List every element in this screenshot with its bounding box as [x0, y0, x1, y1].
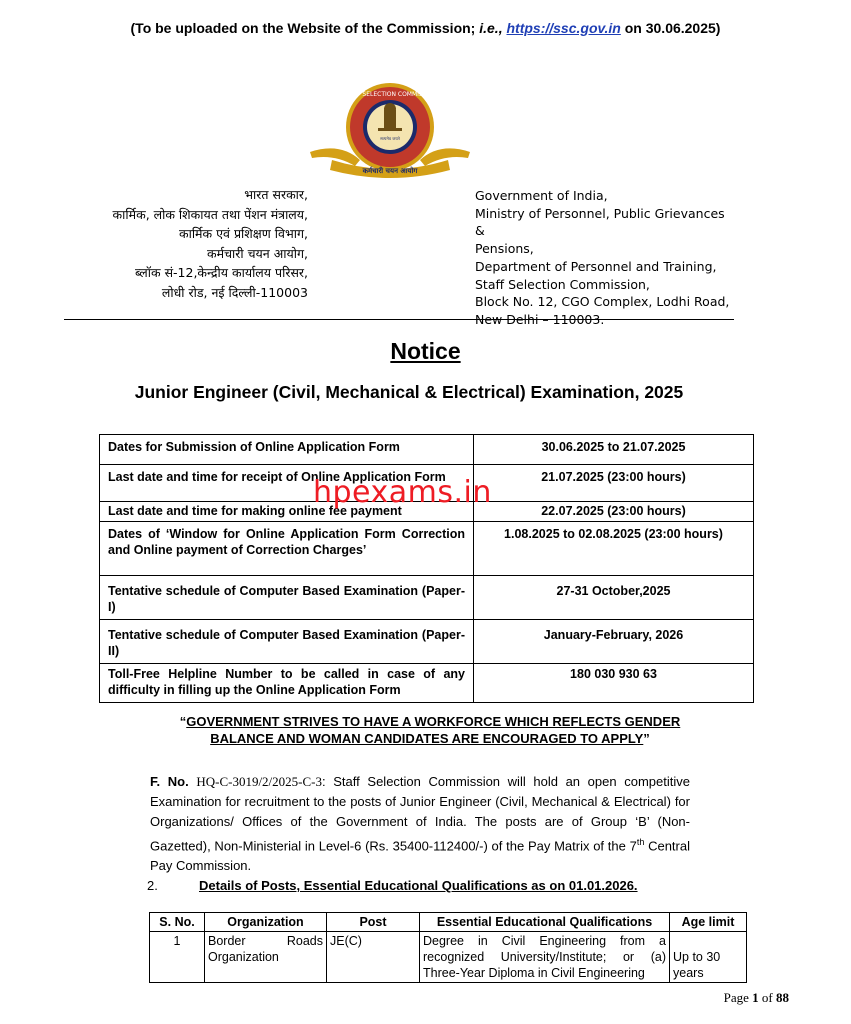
address-english-line: Block No. 12, CGO Complex, Lodhi Road, [475, 294, 730, 310]
address-english-line: New Delhi – 110003. [475, 311, 605, 327]
logo-banner-text: कर्मचारी चयन आयोग [362, 167, 418, 175]
cell-sno: 1 [150, 932, 205, 983]
address-hindi-line: भारत सरकार, [244, 187, 308, 202]
column-header: Organization [205, 913, 327, 932]
schedule-value: 22.07.2025 (23:00 hours) [474, 502, 754, 522]
table-row [100, 664, 754, 703]
page-label: Page [723, 990, 749, 1005]
page-title: Notice [390, 338, 461, 364]
logo-motto: सत्यमेव जयते [380, 136, 400, 141]
logo-ring-text: STAFF SELECTION COMMISSION [342, 91, 438, 98]
exam-title: Junior Engineer (Civil, Mechanical & Electrical) Examination, 2025 [134, 382, 684, 402]
section-2-heading [147, 878, 638, 893]
file-number: HQ-C-3019/2/2025-C-3 [196, 774, 323, 789]
address-english-line: Pensions, [475, 241, 534, 257]
slogan-line-1: GOVERNMENT STRIVES TO HAVE A WORKFORCE WHICH REFLECTS GENDER [186, 714, 681, 729]
address-hindi-line: ब्लॉक सं-12,केन्द्रीय कार्यालय परिसर, [134, 265, 308, 280]
schedule-item: Dates of ‘Window for Online Application Form Correction and Online payment of Correction Charges’ [100, 522, 474, 576]
address-english-line: Ministry of Personnel, Public Grievances & [475, 205, 725, 239]
schedule-item: Toll-Free Helpline Number to be called in case of any difficulty in filling up the Online Application Form [100, 664, 474, 703]
section-number: 2. [147, 878, 158, 893]
ssc-logo [300, 82, 480, 182]
address-hindi-line: लोधी रोड, नई दिल्ली-110003 [161, 284, 308, 300]
schedule-item: Tentative schedule of Computer Based Examination (Paper-II) [100, 620, 474, 664]
page-total: 88 [776, 990, 789, 1005]
intro-sup: th [636, 837, 645, 847]
page-of: of [761, 990, 773, 1005]
upload-note [0, 20, 851, 36]
address-english-line: Department of Personnel and Training, [475, 258, 717, 274]
address-hindi-line: कर्मचारी चयन आयोग, [207, 245, 308, 261]
address-hindi-line: कार्मिक, लोक शिकायत तथा पेंशन मंत्रालय, [112, 206, 308, 222]
cell-qualification: Degree in Civil Engineering from a recognized University/Institute; or (a) Three-Year Diploma in Civil Engineering [420, 932, 670, 983]
column-header: Post [327, 913, 420, 932]
address-hindi-line: कार्मिक एवं प्रशिक्षण विभाग, [178, 226, 308, 241]
column-header: Essential Educational Qualifications [420, 913, 670, 932]
table-row [100, 576, 754, 620]
table-row [100, 522, 754, 576]
watermark: hpexams.in [313, 475, 492, 510]
cell-post: JE(C) [327, 932, 420, 983]
table-row [150, 932, 747, 983]
column-header: S. No. [150, 913, 205, 932]
schedule-item: Dates for Submission of Online Application Form [100, 435, 474, 465]
schedule-item: Tentative schedule of Computer Based Examination (Paper-I) [100, 576, 474, 620]
slogan-close-quote: ” [643, 731, 650, 746]
section-title: Details of Posts, Essential Educational Qualifications as on 01.01.2026. [199, 878, 638, 893]
upload-note-prefix: (To be uploaded on the Website of the Commission; [130, 20, 480, 36]
upload-note-suffix: on 30.06.2025) [620, 20, 721, 36]
schedule-value: 1.08.2025 to 02.08.2025 (23:00 hours) [474, 522, 754, 576]
schedule-item: Last date and time for receipt of Online Application Form [100, 465, 474, 502]
page-current: 1 [752, 990, 759, 1005]
cell-age: Up to 30 years [670, 932, 747, 983]
schedule-value: January-February, 2026 [474, 620, 754, 664]
intro-paragraph [150, 772, 690, 876]
table-row [100, 435, 754, 465]
schedule-value: 30.06.2025 to 21.07.2025 [474, 435, 754, 465]
column-header: Age limit [670, 913, 747, 932]
cell-organization: Border Roads Organization [205, 932, 327, 983]
table-header-row [150, 913, 747, 932]
slogan-line-2: BALANCE AND WOMAN CANDIDATES ARE ENCOURAGED TO APPLY [210, 731, 644, 746]
slogan-open-quote: “ [179, 714, 187, 729]
ssc-website-link[interactable]: https://ssc.gov.in [506, 20, 621, 36]
posts-table [149, 912, 747, 983]
divider [64, 319, 734, 320]
address-english [475, 187, 735, 329]
file-number-label: F. No. [150, 774, 189, 789]
schedule-value: 27-31 October,2025 [474, 576, 754, 620]
schedule-item: Last date and time for making online fee payment [100, 502, 474, 522]
upload-note-ie: i.e., [479, 20, 503, 36]
intro-text-b: Central Pay Commission. [150, 838, 690, 874]
table-row [100, 620, 754, 664]
intro-text-a: : Staff Selection Commission will hold an open competitive Examination for recruitment to the posts of Junior Engineer (Civil, Mechanical & Electrical) for Organizations/ Offices of the Government of India. The posts are of Group ‘B’ (Non-Gazetted), Non-Ministerial in Level-6 (Rs. 35400-112400/-) of the Pay Matrix of the 7 [150, 774, 690, 854]
slogan [140, 713, 720, 747]
schedule-value: 21.07.2025 (23:00 hours) [474, 465, 754, 502]
address-english-line: Government of India, [475, 188, 608, 203]
address-hindi [40, 185, 308, 302]
page-number [724, 990, 789, 1006]
schedule-value: 180 030 930 63 [474, 664, 754, 703]
address-english-line: Staff Selection Commission, [475, 276, 650, 292]
